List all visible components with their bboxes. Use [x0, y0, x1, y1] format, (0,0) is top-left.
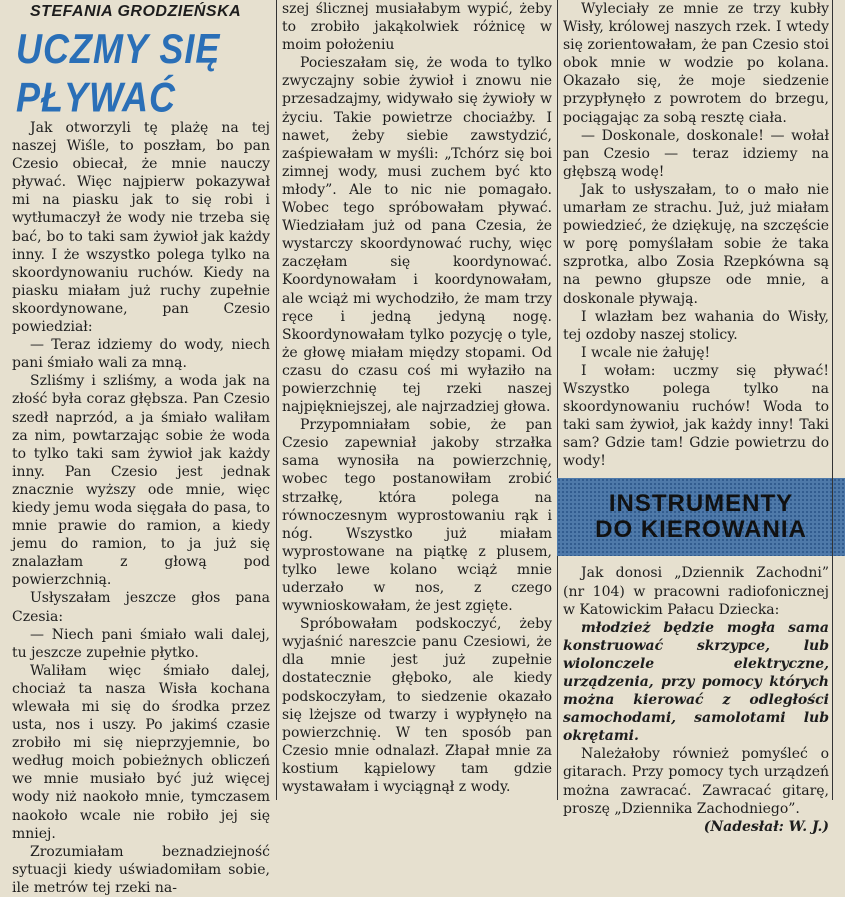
signature: (Nadesłał: W. J.): [703, 818, 829, 835]
paragraph: Zrozumiałam beznadziejność sytuacji kiedy uświadomiłam sobie, ile metrów tej rzeki na-: [12, 843, 270, 896]
paragraph: Przypomniałam sobie, że pan Czesio zapewniał jakoby strzałka sama wynosiła na powierzchnię, wobec tego postanowiłam zrobić strzałkę, która polega na równoczesnym wyprostowaniu rąk i nóg. Wszystko już miałam wyprostowane na piątkę z plusem, tylko lewe kolano wciąż mnie uderzało w nos, z czego wywnioskowałam, że jest zgięte.: [282, 417, 552, 615]
column-1: [12, 0, 270, 896]
section-title-line: DO KIEROWANIA: [595, 516, 807, 544]
column-divider: [557, 0, 558, 800]
paragraph: Jak donosi „Dziennik Zachodni” (nr 104) w pracowni radiofonicznej w Katowickim Pałacu Dziecka:: [563, 565, 829, 618]
paragraph: Jak otworzyli tę plażę na tej naszej Wiśle, to poszłam, bo pan Czesio obiecał, że mnie nauczy pływać. Więc najpierw pokazywał mi na piasku jak to się robi i wytłumaczył że wody nie trzeba się bać, bo to taki sam żywioł jak każdy inny. I że wszystko polega tylko na skoordynowaniu ruchów. Kiedy na piasku miałam już ruchy zupełnie skoordynowane, pan Czesio powiedział:: [12, 120, 270, 336]
column-divider: [832, 0, 833, 800]
column-2: [282, 0, 552, 800]
paragraph: Pocieszałam się, że woda to tylko zwyczajny sobie żywioł i znowu nie przesadzajmy, widywało się żywioły w życiu. Takie powietrze chociażby. I nawet, żeby siebie zawstydzić, zaśpiewałam w myśli: „Tchórz się boi zimnej wody, musi zuchem być kto młody”. Ale to nic nie pomagało. Wobec tego spróbowałam pływać. Wiedziałam już od pana Czesia, że wystarczy skoordynować ruchy, więc zaczęłam się koordynować. Koordynowałam i koordynowałam, ale wciąż mi wychodziło, że mam trzy ręce i jedną jedyną nogę. Skoordynowałam tylko pozycję o tyle, że głowę miałam między stopami. Od czasu do czasu coś mi wyłaziło na powierzchnię tej rzeki naszej najpiękniejszej, ale najrzadziej głowa.: [282, 55, 552, 416]
paragraph: I wołam: uczmy się pływać! Wszystko polega tylko na skoordynowaniu ruchów! Woda to taki sam żywioł, jak każdy inny! Taki sam? Gdzie tam! Gdzie powietrzu do wody!: [563, 362, 829, 470]
paragraph: Waliłam więc śmiało dalej, chociaż ta nasza Wisła kochana wlewała mi się do środka przez usta, nos i uszy. Po jakimś czasie zrobiło mi się nieprzyjemnie, bo według moich pobieżnych obliczeń we mnie musiało być już więcej wody niż naokoło mnie, tymczasem naokoło wcale nie robiło jej się mniej.: [12, 662, 270, 842]
paragraph: szej ślicznej musiałabym wypić, żeby to zrobiło jakąkolwiek różnicę w moim położeniu: [282, 1, 552, 54]
paragraph: Jak to usłyszałam, to o mało nie umarłam ze strachu. Już, już miałam powiedzieć, że dziękuję, na szczęście w porę pomyślałam sobie że taka szprotka, albo Zosia Rzepkówna są na pewno głupsze ode mnie, a doskonale pływają.: [563, 181, 829, 307]
column-3: [563, 0, 829, 835]
section-title-line: INSTRUMENTY: [608, 490, 794, 518]
paragraph: — Doskonale, doskonale! — wołał pan Czesio — teraz idziemy na głębszą wodę!: [563, 127, 829, 180]
section-title: [595, 491, 807, 543]
paragraph: Należałoby również pomyśleć o gitarach. Przy pomocy tych urządzeń można zawracać. Zawracać gitarę, proszę „Dziennika Zachodniego”.: [563, 746, 829, 817]
quoted-paragraph: młodzież będzie mogła sama konstruować skrzypce, lub wiolonczele elektryczne, urządzenia, przy pomocy których można kierować z odległości samochodami, samolotami lub okrętami.: [563, 619, 829, 745]
article-title: UCZMY SIĘ PŁYWAĆ: [16, 25, 221, 121]
paragraph: Spróbowałam podskoczyć, żeby wyjaśnić nareszcie panu Czesiowi, że dla mnie jest już zupełnie dostatecznie głęboko, ale kiedy podskoczyłam, to siedzenie okazało się lżejsze od twarzy i wypłynęło na powierzchnię. W ten sposób pan Czesio mnie odnalazł. Złapał mnie za kostium kąpielowy tam gdzie wystawałam i wyciągnął z wody.: [282, 616, 552, 796]
paragraph: Wyleciały ze mnie ze trzy kubły Wisły, królowej naszych rzek. I wtedy się zorientowałam, że pan Czesio stoi obok mnie w wodzie po kolana. Okazało się, że moje siedzenie przypłynęło z powrotem do brzegu, pociągając za sobą resztę ciała.: [563, 1, 829, 126]
paragraph: — Niech pani śmiało wali dalej, tu jeszcze zupełnie płytko.: [12, 626, 270, 661]
section-header-box: [557, 478, 845, 556]
paragraph: Usłyszałam jeszcze głos pana Czesia:: [12, 590, 270, 625]
paragraph: I wlazłam bez wahania do Wisły, tej ozdoby naszej stolicy.: [563, 308, 829, 343]
paragraph: — Teraz idziemy do wody, niech pani śmiało wali za mną.: [12, 337, 270, 372]
paragraph: Szliśmy i szliśmy, a woda jak na złość była coraz głębsza. Pan Czesio szedł naprzód, a ja śmiało waliłam za nim, powtarzając sobie że woda to tylko taki sam żywioł jak każdy inny. Pan Czesio jest jednak znacznie wyższy ode mnie, więc kiedy jemu woda sięgała do pasa, to mnie prawie do ramion, a kiedy jemu do ramion, to ja już się znalazłam z głową pod powierzchnią.: [12, 373, 270, 589]
article-author: STEFANIA GRODZIEŃSKA: [30, 3, 242, 20]
paragraph: I wcale nie żałuję!: [581, 344, 711, 361]
column-divider: [276, 0, 277, 800]
